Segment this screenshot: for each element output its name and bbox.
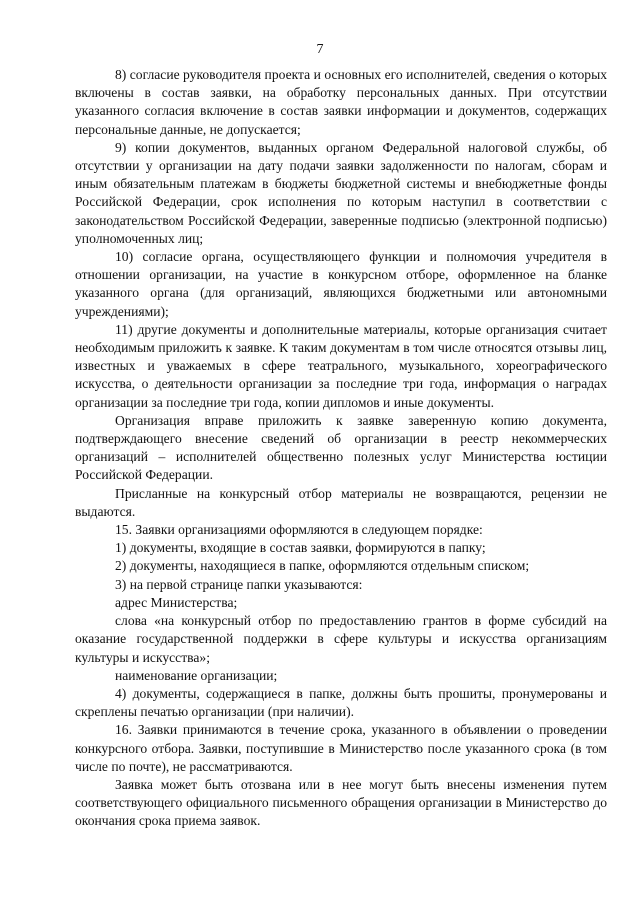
paragraph-15-item-2: 2) документы, находящиеся в папке, оформляются отдельным списком;	[115, 558, 530, 574]
paragraph-withdrawal: Заявка может быть отозвана или в нее могут быть внесены изменения путем соответствующего официального письменного обращения организации в Министерство до окончания срока приема заявок.	[75, 776, 607, 829]
paragraph-organization-name: наименование организации;	[115, 667, 278, 683]
paragraph-materials-not-returned: Присланные на конкурсный отбор материалы не возвращаются, рецензии не выдаются.	[75, 485, 607, 519]
paragraph-ministry-address: адрес Министерства;	[115, 594, 238, 610]
paragraph-item-9-tax-documents: 9) копии документов, выданных органом Федеральной налоговой службы, об отсутствии у организации на дату подачи заявки задолженности по налогам, сборам и иным обязательным платежам в бюджеты бюджетной системы и внебюджетные фонды Российской Федерации, срок исполнения по которым наступил в соответствии с законодательством Российской Федерации, заверенные подписью (электронной подписью) уполномоченных лиц;	[75, 139, 607, 246]
paragraph-item-8-consent: 8) согласие руководителя проекта и основных его исполнителей, сведения о которых включены в состав заявки, на обработку персональных данных. При отсутствии указанного согласия включение в состав заявки информации и документов, содержащих персональные данные, не допускается;	[75, 67, 607, 137]
paragraph-section-16: 16. Заявки принимаются в течение срока, указанного в объявлении о проведении конкурсного отбора. Заявки, поступившие в Министерство после указанного срока (в том числе по почте), не рассматриваются.	[75, 722, 607, 774]
document-body	[75, 66, 607, 831]
paragraph-item-11-other-documents: 11) другие документы и дополнительные материалы, которые организация считает необходимым приложить к заявке. К таким документам в том числе относятся отзывы лиц, известных и уважаемых в сфере театрального, музыкального, хореографического искусства, о деятельности организации за последние три года, информация о наградах организации за последние три года, копии дипломов и иные документы.	[75, 321, 607, 410]
paragraph-item-10-founder-consent: 10) согласие органа, осуществляющего функции и полномочия учредителя в отношении организации, на участие в конкурсном отборе, оформленное на бланке указанного органа (для организаций, являющихся бюджетными или автономными учреждениями);	[75, 249, 607, 319]
paragraph-15-item-3: 3) на первой странице папки указываются:	[115, 576, 363, 592]
paragraph-section-15: 15. Заявки организациями оформляются в следующем порядке:	[115, 522, 483, 538]
paragraph-15-item-4: 4) документы, содержащиеся в папке, должны быть прошиты, пронумерованы и скреплены печатью организации (при наличии).	[75, 685, 607, 720]
paragraph-words-on-folder: слова «на конкурсный отбор по предоставлению грантов в форме субсидий на оказание государственной поддержки в сфере культуры и искусства организациям культуры и искусства»;	[75, 613, 607, 665]
paragraph-15-item-1: 1) документы, входящие в состав заявки, формируются в папку;	[115, 540, 486, 556]
page-number: 7	[316, 42, 324, 57]
paragraph-registry-copy: Организация вправе приложить к заявке заверенную копию документа, подтверждающего внесение сведений об организации в реестр некоммерческих организаций – исполнителей общественно полезных услуг Министерства юстиции Российской Федерации.	[75, 412, 607, 483]
